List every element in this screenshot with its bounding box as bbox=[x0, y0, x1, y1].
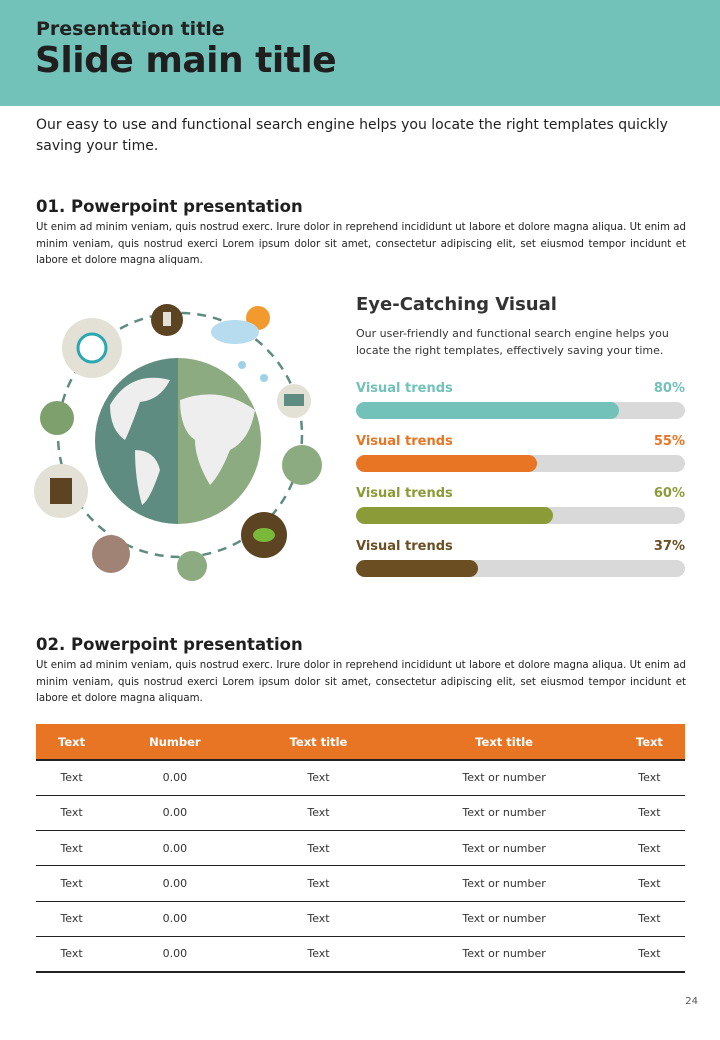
column-header: Text bbox=[36, 724, 107, 760]
column-header: Number bbox=[107, 724, 242, 760]
table-cell: Text or number bbox=[394, 866, 613, 901]
table-cell: Text bbox=[243, 795, 395, 830]
table-cell: Text bbox=[614, 795, 685, 830]
table-cell: Text bbox=[36, 901, 107, 936]
column-header: Text title bbox=[243, 724, 395, 760]
recycling-person-icon bbox=[282, 445, 322, 485]
page-number: 24 bbox=[685, 996, 698, 1007]
recycle-icon bbox=[40, 401, 74, 435]
progress-label: Visual trends bbox=[356, 486, 453, 501]
table-cell: Text bbox=[36, 760, 107, 795]
progress-bar bbox=[356, 539, 685, 577]
table-cell: 0.00 bbox=[107, 901, 242, 936]
table-cell: Text bbox=[614, 866, 685, 901]
progress-fill bbox=[356, 507, 553, 524]
visual-title: Eye-Catching Visual bbox=[356, 294, 557, 315]
table-cell: Text bbox=[614, 936, 685, 971]
column-header: Text title bbox=[394, 724, 613, 760]
bicycle-icon bbox=[177, 551, 207, 581]
column-header: Text bbox=[614, 724, 685, 760]
table-row bbox=[36, 831, 685, 866]
table-row bbox=[36, 936, 685, 971]
table-cell: Text bbox=[36, 795, 107, 830]
table-cell: Text bbox=[243, 866, 395, 901]
progress-fill bbox=[356, 455, 537, 472]
progress-bar bbox=[356, 381, 685, 419]
progress-label: Visual trends bbox=[356, 434, 453, 449]
table-cell: Text bbox=[614, 760, 685, 795]
globe-icon bbox=[95, 358, 261, 524]
table-row bbox=[36, 760, 685, 795]
visual-description: Our user-friendly and functional search engine helps you locate the right templates, effectively saving your time. bbox=[356, 327, 669, 357]
table-cell: Text bbox=[243, 936, 395, 971]
table-cell: Text or number bbox=[394, 936, 613, 971]
progress-value: 55% bbox=[653, 434, 685, 449]
table-cell: Text bbox=[243, 831, 395, 866]
table-row bbox=[36, 866, 685, 901]
progress-label: Visual trends bbox=[356, 539, 453, 554]
table-cell: Text bbox=[614, 901, 685, 936]
progress-value: 80% bbox=[653, 381, 685, 396]
wind-turbine-icon bbox=[92, 535, 130, 573]
table-cell: Text or number bbox=[394, 831, 613, 866]
progress-bar bbox=[356, 486, 685, 524]
table-cell: Text bbox=[36, 936, 107, 971]
table-row bbox=[36, 795, 685, 830]
table-cell: 0.00 bbox=[107, 831, 242, 866]
table-cell: Text or number bbox=[394, 760, 613, 795]
presentation-title: Presentation title bbox=[36, 18, 225, 40]
progress-label: Visual trends bbox=[356, 381, 453, 396]
progress-bar bbox=[356, 434, 685, 472]
progress-track bbox=[356, 402, 685, 419]
table-cell: 0.00 bbox=[107, 866, 242, 901]
data-table bbox=[36, 724, 685, 973]
progress-track bbox=[356, 455, 685, 472]
progress-fill bbox=[356, 402, 619, 419]
table-cell: Text bbox=[243, 760, 395, 795]
progress-fill bbox=[356, 560, 478, 577]
section1-title: 01. Powerpoint presentation bbox=[36, 197, 303, 216]
section2-body: Ut enim ad minim veniam, quis nostrud exerc. Irure dolor in reprehend incididunt ut labore et dolore magna aliqua. Ut enim ad minim veniam, quis nostrud exerci Lorem ipsum dolor sit amet, consectetur adipiscing elit, set eiusmod tempor incidunt et labore et dolore magna aliquam. bbox=[36, 660, 686, 704]
table-cell: 0.00 bbox=[107, 760, 242, 795]
progress-track bbox=[356, 507, 685, 524]
section2-title: 02. Powerpoint presentation bbox=[36, 635, 303, 654]
table-cell: Text bbox=[243, 901, 395, 936]
table-cell: Text bbox=[36, 866, 107, 901]
table-cell: Text or number bbox=[394, 795, 613, 830]
table-cell: Text bbox=[36, 831, 107, 866]
slide-title: Slide main title bbox=[35, 40, 337, 81]
table-cell: Text bbox=[614, 831, 685, 866]
progress-track bbox=[356, 560, 685, 577]
progress-value: 60% bbox=[653, 486, 685, 501]
header-band bbox=[0, 0, 720, 106]
eco-globe-illustration bbox=[30, 290, 330, 590]
table-cell: 0.00 bbox=[107, 795, 242, 830]
table-cell: 0.00 bbox=[107, 936, 242, 971]
table-row bbox=[36, 901, 685, 936]
intro-text: Our easy to use and functional search engine helps you locate the right templates quickly saving your time. bbox=[36, 117, 668, 154]
section1-body: Ut enim ad minim veniam, quis nostrud exerc. Irure dolor in reprehend incididunt ut labore et dolore magna aliqua. Ut enim ad minim veniam, quis nostrud exerci Lorem ipsum dolor sit amet, consectetur adipiscing elit, set eiusmod tempor incidunt et labore et dolore magna aliquam. bbox=[36, 222, 686, 266]
table-header-row bbox=[36, 724, 685, 760]
table-cell: Text or number bbox=[394, 901, 613, 936]
progress-value: 37% bbox=[653, 539, 685, 554]
